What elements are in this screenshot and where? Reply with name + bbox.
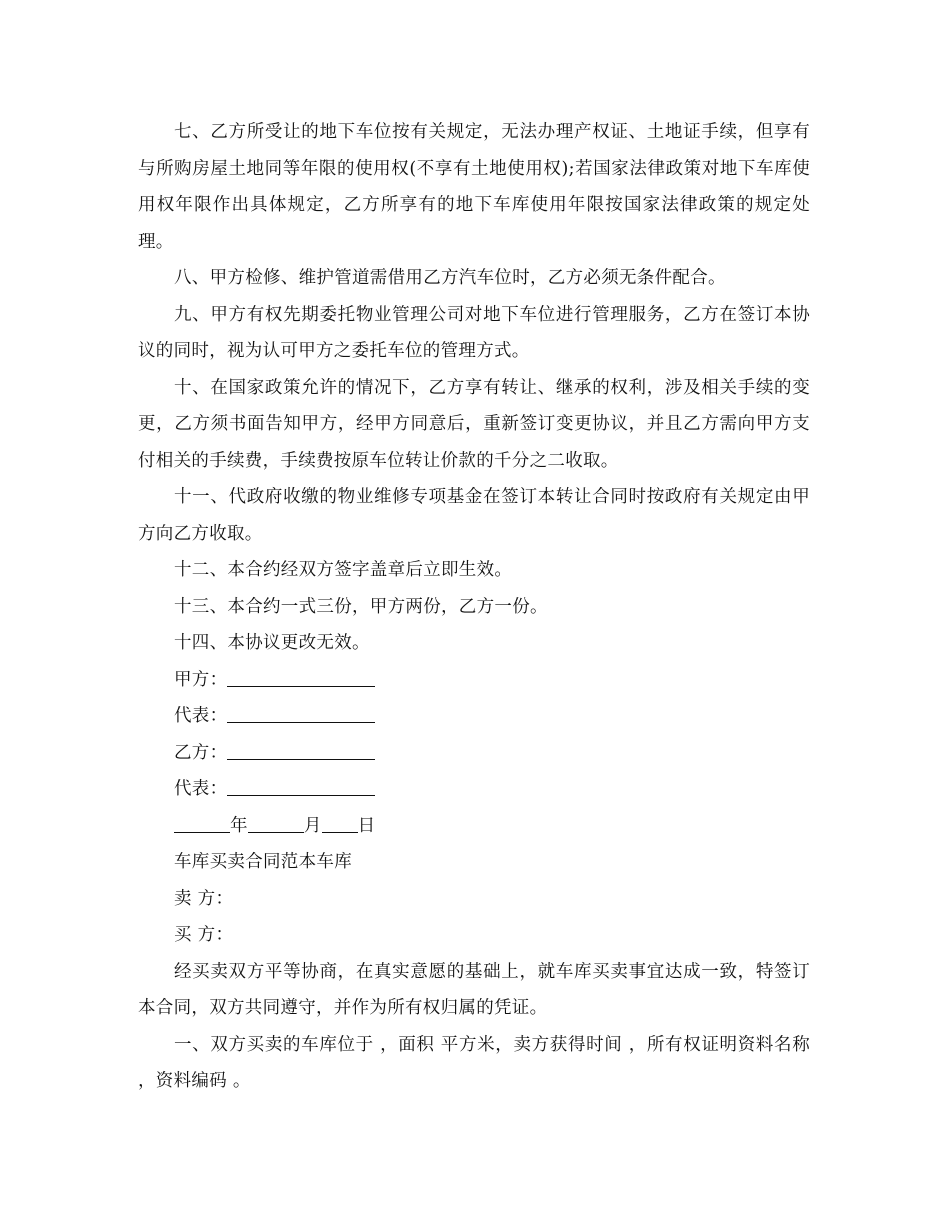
month-label: 月: [303, 815, 322, 836]
signature-party-a: [138, 662, 810, 699]
signature-rep-b: [138, 771, 810, 808]
year-blank: [174, 812, 230, 833]
rep-b-blank: [227, 775, 375, 796]
contract2-preamble: 经买卖双方平等协商，在真实意愿的基础上，就车库买卖事宜达成一致，特签订本合同，双方共同遵守，并作为所有权归属的凭证。: [138, 961, 810, 1018]
rep-a-blank: [227, 702, 375, 723]
clause-10: 十、在国家政策允许的情况下，乙方享有转让、继承的权利，涉及相关手续的变更，乙方须书面告知甲方，经甲方同意后，重新签订变更协议，并且乙方需向甲方支付相关的手续费，手续费按原车位转让价款的千分之二收取。: [138, 377, 810, 471]
day-blank: [322, 812, 358, 833]
party-a-blank: [227, 666, 375, 687]
signature-rep-a: [138, 698, 810, 735]
clause-7: 七、乙方所受让的地下车位按有关规定，无法办理产权证、土地证手续，但享有与所购房屋土地同等年限的使用权(不享有土地使用权);若国家法律政策对地下车库使用权年限作出具体规定，乙方所享有的地下车库使用年限按国家法律政策的规定处理。: [138, 122, 810, 252]
day-label: 日: [357, 815, 376, 836]
buyer-label: 买 方：: [174, 925, 234, 945]
signing-date: [138, 808, 810, 845]
clause-9: 九、甲方有权先期委托物业管理公司对地下车位进行管理服务，乙方在签订本协议的同时，视为认可甲方之委托车位的管理方式。: [138, 304, 810, 361]
clause-8: 八、甲方检修、维护管道需借用乙方汽车位时，乙方必须无条件配合。: [174, 268, 726, 288]
party-a-label: 甲方：: [174, 669, 228, 690]
clause-12: 十二、本合约经双方签字盖章后立即生效。: [174, 560, 513, 580]
contract2-clause-1: 一、双方买卖的车库位于 ，面积 平方米，卖方获得时间 ，所有权证明资料名称 ，资料编码 。: [138, 1034, 810, 1091]
rep-b-label: 代表：: [174, 779, 228, 799]
seller-label: 卖 方：: [174, 888, 234, 909]
document-page: [138, 114, 810, 1100]
month-blank: [248, 812, 304, 833]
clause-11: 十一、代政府收缴的物业维修专项基金在签订本转让合同时按政府有关规定由甲方向乙方收取。: [138, 487, 810, 544]
party-b-blank: [227, 739, 375, 760]
contract2-title: 车库买卖合同范本车库: [174, 852, 352, 872]
signature-party-b: [138, 735, 810, 772]
rep-a-label: 代表：: [174, 706, 228, 726]
year-label: 年: [230, 815, 248, 836]
clause-14: 十四、本协议更改无效。: [174, 633, 370, 653]
party-b-label: 乙方：: [174, 742, 228, 763]
clause-13: 十三、本合约一式三份，甲方两份，乙方一份。: [174, 596, 548, 617]
